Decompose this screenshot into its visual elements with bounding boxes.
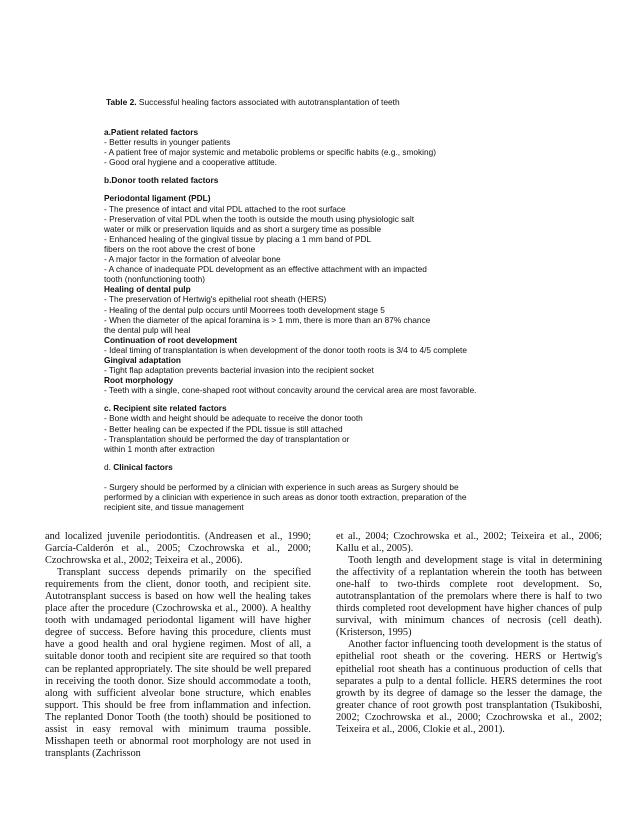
pdl-item: - Preservation of vital PDL when the tooth is outside the mouth using physiologic salt xyxy=(104,213,415,224)
pulp-item: - Healing of the dental pulp occurs until Moorrees tooth development stage 5 xyxy=(104,304,385,315)
recipient-factor-item: - Bone width and height should be adequate to receive the donor tooth xyxy=(104,413,363,424)
pulp-heading: Healing of dental pulp xyxy=(104,284,191,295)
pdl-item: - A chance of inadequate PDL development as an effective attachment with an impacted xyxy=(104,264,427,275)
clinical-factor-item: performed by a clinician with experience in such areas as donor tooth extraction, preparation of the xyxy=(104,492,467,502)
root-morphology-item: - Teeth with a single, cone-shaped root without concavity around the cervical area are most favorable. xyxy=(104,385,477,396)
recipient-factors-heading: c. Recipient site related factors xyxy=(104,403,227,414)
patient-factor-item: - Good oral hygiene and a cooperative attitude. xyxy=(104,157,277,168)
table-caption-label: Table 2. xyxy=(106,97,137,107)
body-paragraph: Tooth length and development stage is vital in determining the affectivity of a replantation wherein the tooth has between one-half to two-thirds complete root development. So, autotransplantation of the premolars where there is half to two thirds completed root development have higher chances of pulp survival, with minimum chances of necrosis (cell death). (Kristerson, 1995) xyxy=(336,555,602,639)
clinical-factor-item: recipient site, and tissue management xyxy=(104,502,244,513)
recipient-factor-item: - Better healing can be expected if the PDL tissue is still attached xyxy=(104,423,343,434)
body-paragraph: Transplant success depends primarily on the specified requirements from the client, donor tooth, and recipient site. Autotransplant success is based on how well the healing takes place after the procedure (Czochrowska et al., 2000). A healthy tooth with undamaged periodontal ligament will have higher degree of success. Before having this procedure, clients must have a good health and oral hygiene regimen. Most of all, a suitable donor tooth and recipient site are required so that tooth can be replanted appropriately. The site should be well prepared in receiving the tooth donor. Size should accommodate a tooth, along with sufficient alveolar bone structure, which enables support. This should be free from inflammation and infection. The replanted Donor Tooth (the tooth) should be positioned to assist in easy removal with minimum trauma possible. Misshapen teeth or abnormal root morphology are not used in transplants (Zachrisson xyxy=(45,567,311,759)
body-column-left xyxy=(45,531,311,760)
recipient-factor-item: - Transplantation should be performed the day of transplantation or xyxy=(104,433,350,444)
patient-factor-item: - A patient free of major systemic and metabolic problems or specific habits (e.g., smoking) xyxy=(104,147,437,158)
pulp-item: - The preservation of Hertwig's epithelial root sheath (HERS) xyxy=(104,294,327,305)
body-paragraph: et al., 2004; Czochrowska et al., 2002; Teixeira et al., 2006; Kallu et al., 2005). xyxy=(336,531,602,555)
clinical-factors-heading: Clinical factors xyxy=(113,461,173,472)
body-column-right xyxy=(336,531,602,736)
factors-table xyxy=(104,127,574,512)
table-caption-text: Successful healing factors associated with autotransplantation of teeth xyxy=(136,97,400,107)
pdl-item: fibers on the root above the crest of bone xyxy=(104,243,256,254)
pulp-item: - When the diameter of the apical foramina is > 1 mm, there is more than an 87% chance xyxy=(104,314,431,325)
table-caption xyxy=(106,97,586,108)
pdl-heading: Periodontal ligament (PDL) xyxy=(104,193,211,204)
clinical-factors-heading-row xyxy=(104,462,574,472)
donor-factors-heading: b.Donor tooth related factors xyxy=(104,175,219,186)
gingival-heading: Gingival adaptation xyxy=(104,354,181,365)
pdl-item: water or milk or preservation liquids and as short a surgery time as possible xyxy=(104,223,382,234)
recipient-factor-item: within 1 month after extraction xyxy=(104,443,215,454)
root-development-heading: Continuation of root development xyxy=(104,334,238,345)
gingival-item: - Tight flap adaptation prevents bacterial invasion into the recipient socket xyxy=(104,365,374,376)
body-paragraph: Another factor influencing tooth development is the status of epithelial root sheath or the covering. HERS or Hertwig's epithelial root sheath has a continuous production of cells that separates a pulp to a dental follicle. HERS determines the root growth by its degree of damage so the lesser the damage, the greater chance of root growth post transplantation (Tsukiboshi, 2002; Czochrowska et al., 2000; Czochrowska et al., 2002; Teixeira et al., 2006, Clokie et al., 2001). xyxy=(336,639,602,735)
root-development-item: - Ideal timing of transplantation is when development of the donor tooth roots is 3/4 to 4/5 complete xyxy=(104,344,467,355)
pdl-item: - The presence of intact and vital PDL attached to the root surface xyxy=(104,203,346,214)
patient-factor-item: - Better results in younger patients xyxy=(104,137,231,148)
patient-factors-heading: a.Patient related factors xyxy=(104,127,199,137)
pulp-item: the dental pulp will heal xyxy=(104,324,191,335)
clinical-heading-prefix: d. xyxy=(104,461,114,472)
root-morphology-heading: Root morphology xyxy=(104,375,174,386)
pdl-item: - Enhanced healing of the gingival tissue by placing a 1 mm band of PDL xyxy=(104,233,372,244)
body-paragraph: and localized juvenile periodontitis. (Andreasen et al., 1990; García-Calderón et al., 2005; Czochrowska et al., 2000; Czochrowska et al., 2002; Teixeira et al., 2006). xyxy=(45,531,311,567)
pdl-item: tooth (nonfunctioning tooth) xyxy=(104,274,206,285)
pdl-item: - A major factor in the formation of alveolar bone xyxy=(104,254,281,265)
clinical-factor-item: - Surgery should be performed by a clinician with experience in such areas as Surgery should be xyxy=(104,481,459,492)
